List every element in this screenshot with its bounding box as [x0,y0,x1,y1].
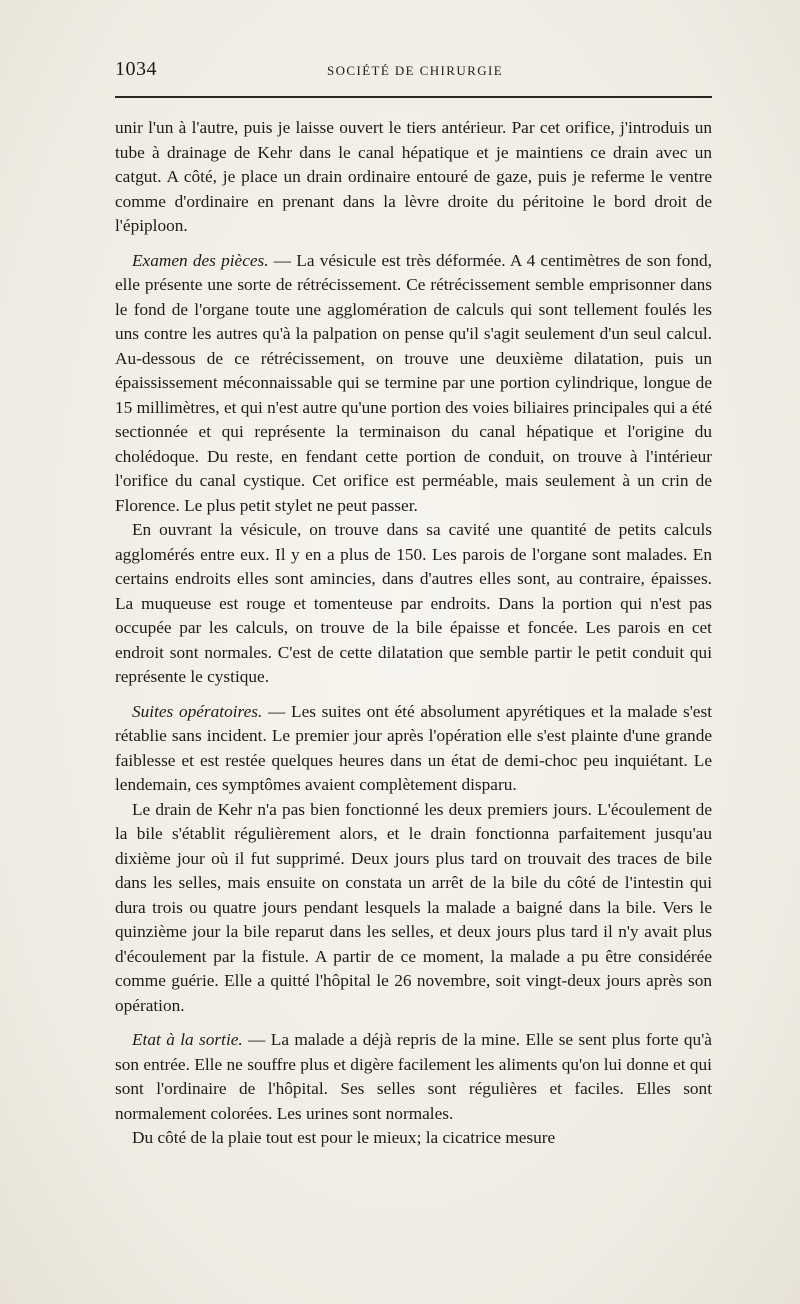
paragraph-suites-operatoires: Suites opératoires. — Les suites ont été absolument apyrétiques et la malade s'est rétablie sans incident. Le premier jour après l'opération elle s'est plainte d'une grande faiblesse et est restée quelques heures dans un état de demi-choc peu inquiétant. Le lendemain, ces symptômes avaient complètement disparu. [115,701,713,794]
page-header [115,58,710,86]
body-text [115,116,712,1151]
section-heading: Suites opératoires. [132,701,263,721]
header-rule [115,96,712,98]
paragraph-plaie: Du côté de la plaie tout est pour le mieux; la cicatrice mesure [132,1128,556,1147]
page-number: 1034 [115,58,157,80]
paragraph-etat-a-la-sortie: Etat à la sortie. — La malade a déjà repris de la mine. Elle se sent plus forte qu'à son entrée. Elle ne souffre plus et digère facilement les aliments qu'on lui donne et qui sont l'ordinaire de l'hôpital. Ses selles sont régulières et faciles. Elles sont normalement colorées. Les urines sont normales. [115,1030,712,1123]
paragraph-vesicule: En ouvrant la vésicule, on trouve dans sa cavité une quantité de petits calculs agglomérés entre eux. Il y en a plus de 150. Les parois de l'organe sont malades. En certains endroits elles sont amincies, dans d'autres elles sont, au contraire, épaisses. La muqueuse est rouge et tomenteuse par endroits. Dans la portion qui n'est pas occupée par les calculs, on trouve de la bile épaisse et foncée. Les parois en cet endroit sont normales. C'est de cette dilatation que semble partir le petit conduit qui représente le cystique. [115,520,712,686]
section-heading: Etat à la sortie. [132,1030,243,1049]
paragraph-drain-de-kehr: Le drain de Kehr n'a pas bien fonctionné les deux premiers jours. L'écoulement de la bile s'établit régulièrement alors, et le drain fonctionna parfaitement jusqu'au dixième jour où il fut supprimé. Deux jours plus tard on trouvait des traces de bile dans les selles, mais ensuite on constata un arrêt de la bile du côté de l'intestin qui dura trois ou quatre jours pendant lesquels la malade a baigné dans la bile. Vers le quinzième jour la bile reparut dans les selles, et deux jours plus tard il n'y avait plus d'écoulement par la fistule. A partir de ce moment, la malade a pu être considérée comme guérie. Elle a quitté l'hôpital le 26 novembre, soit vingt-deux jours après son opération. [115,799,712,1015]
paragraph-examen-des-pieces: Examen des pièces. — La vésicule est très déformée. A 4 centimètres de son fond, elle présente une sorte de rétrécissement. Ce rétrécissement semble emprisonner dans le fond de l'organe toute une agglomération de calculs qui sont tellement foulés les uns contre les autres qu'à la palpation on pense qu'il s'agit seulement d'un seul calcul. Au-dessous de ce rétrécissement, on trouve une deuxième dilatation, puis un épaississement méconnaissable qui se termine par une portion cylindrique, longue de 15 millimètres, et qui n'est autre qu'une portion des voies biliaires principales qui a été sectionnée et qui représente la terminaison du canal hépatique et l'origine du cholédoque. Du reste, en fendant cette portion de conduit, on trouve à l'intérieur l'orifice du canal cystique. Cet orifice est perméable, mais seulement à un crin de Florence. Le plus petit stylet ne peut passer. [115,250,712,515]
running-title: SOCIÉTÉ DE CHIRURGIE [327,63,504,78]
paragraph-continuation: unir l'un à l'autre, puis je laisse ouvert le tiers antérieur. Par cet orifice, j'introduis un tube à drainage de Kehr dans le canal hépatique et je maintiens ce drain avec un catgut. A côté, je place un drain ordinaire entouré de gaze, puis je referme le ventre comme d'ordinaire en prenant dans la lèvre droite du péritoine le bord droit de l'épiploon. [115,118,712,235]
section-heading: Examen des pièces. [132,250,269,270]
